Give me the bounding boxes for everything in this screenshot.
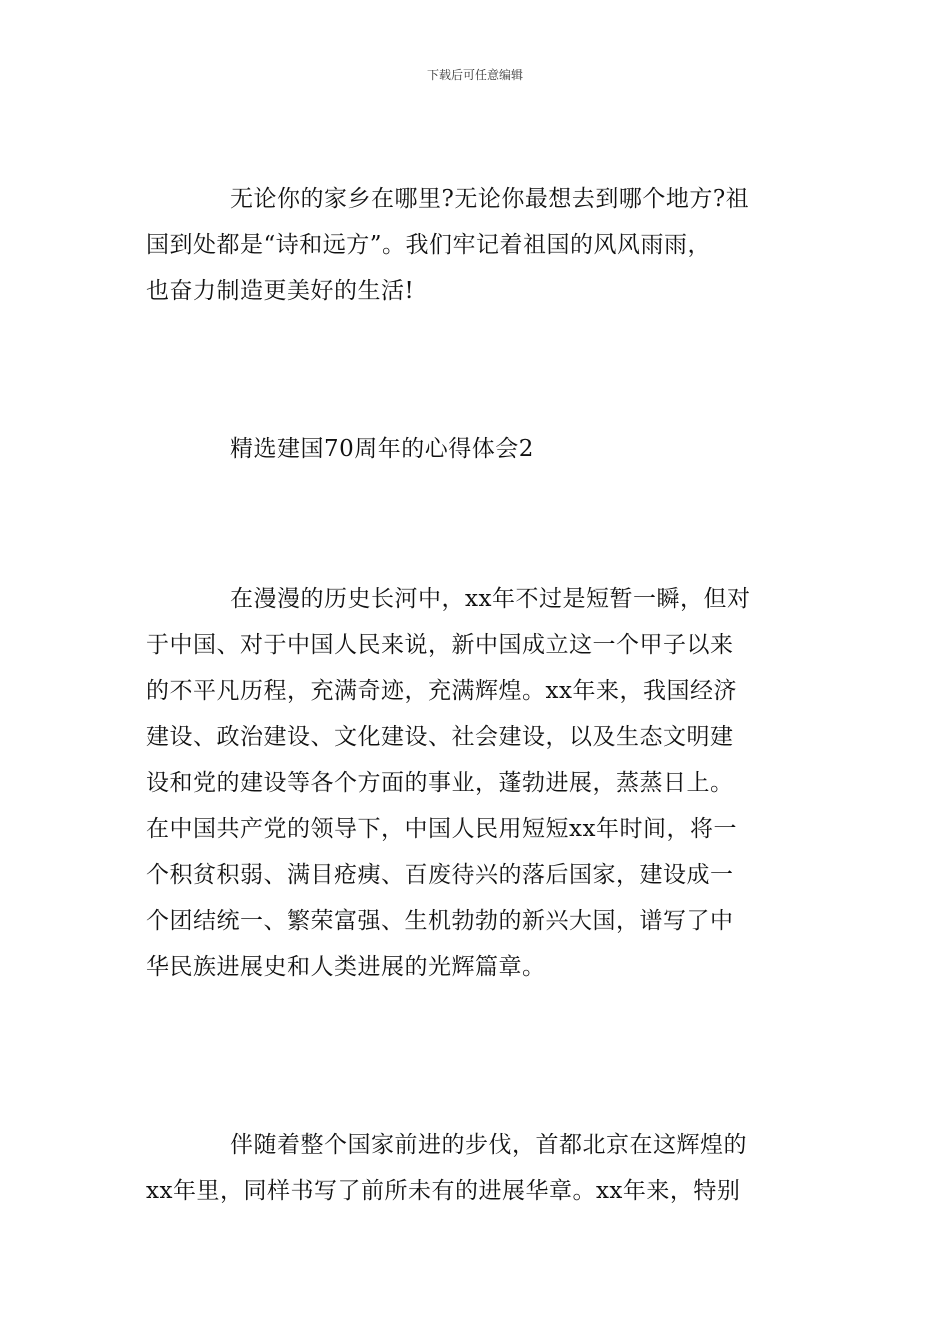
page-header-note: 下载后可任意编辑	[426, 68, 523, 82]
paragraph-line: 在中国共产党的领导下，中国人民用短短xx年时间，将一	[146, 816, 737, 842]
paragraph-line: 个积贫积弱、满目疮痍、百废待兴的落后国家，建设成一	[146, 862, 734, 888]
paragraph-line: 也奋力制造更美好的生活!	[146, 278, 415, 304]
paragraph-line: 华民族进展史和人类进展的光辉篇章。	[146, 954, 546, 980]
paragraph-2	[146, 576, 808, 990]
section-heading-text: 精选建国70周年的心得体会2	[230, 436, 534, 462]
paragraph-line: 的不平凡历程，充满奇迹，充满辉煌。xx年来，我国经济	[146, 678, 737, 704]
paragraph-3	[146, 1122, 808, 1214]
paragraph-line: 建设、政治建设、文化建设、社会建设，以及生态文明建	[146, 724, 734, 750]
paragraph-line: 在漫漫的历史长河中，xx年不过是短暂一瞬，但对	[230, 586, 751, 612]
paragraph-line: 于中国、对于中国人民来说，新中国成立这一个甲子以来	[146, 632, 734, 658]
paragraph-line: xx年里，同样书写了前所未有的进展华章。xx年来，特别	[146, 1178, 741, 1204]
paragraph-1	[146, 176, 808, 314]
paragraph-line: 伴随着整个国家前进的步伐，首都北京在这辉煌的	[230, 1132, 747, 1158]
paragraph-line: 个团结统一、繁荣富强、生机勃勃的新兴大国，谱写了中	[146, 908, 734, 934]
paragraph-line: 国到处都是“诗和远方”。我们牢记着祖国的风风雨雨，	[146, 232, 712, 258]
paragraph-line: 无论你的家乡在哪里?无论你最想去到哪个地方?祖	[230, 186, 750, 212]
paragraph-line: 设和党的建设等各个方面的事业，蓬勃进展，蒸蒸日上。	[146, 770, 734, 796]
section-heading	[146, 426, 808, 472]
